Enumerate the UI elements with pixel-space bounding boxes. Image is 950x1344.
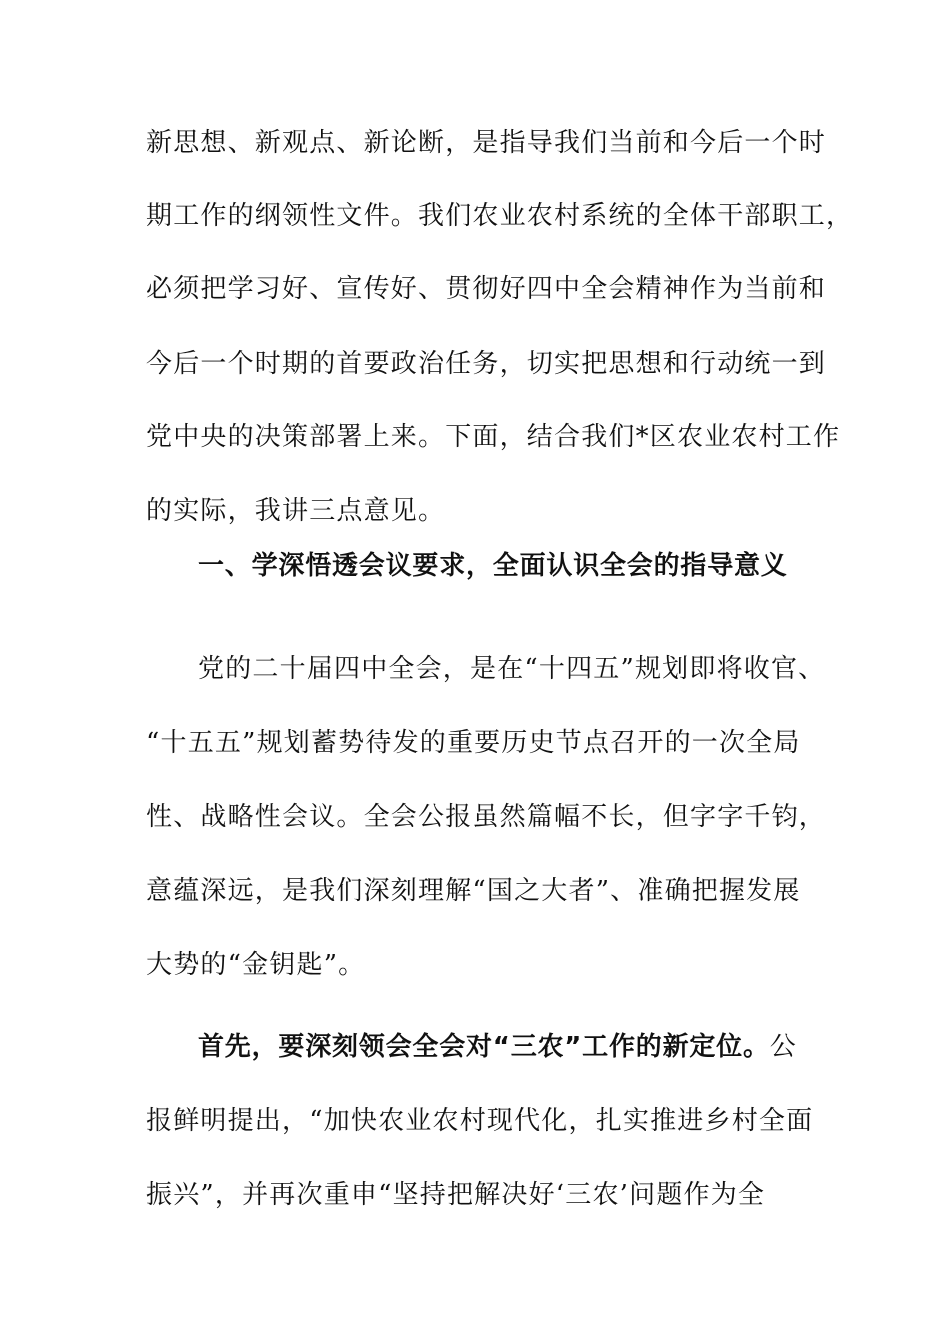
paragraph-line: 性、战略性会议。全会公报虽然篇幅不长，但字字千钧， [146, 802, 827, 832]
paragraph-line: 今后一个时期的首要政治任务，切实把思想和行动统一到 [146, 349, 827, 379]
paragraph-line: “十五五”规划蓄势待发的重要历史节点召开的一次全局 [146, 728, 801, 758]
paragraph-line: 大势的“金钥匙”。 [146, 950, 366, 980]
bold-lead-sentence: 首先，要深刻领会全会对“三农”工作的新定位。 [198, 1032, 770, 1062]
section-heading: 一、学深悟透会议要求，全面认识全会的指导意义 [198, 551, 788, 581]
paragraph-line: 意蕴深远，是我们深刻理解“国之大者”、准确把握发展 [146, 876, 801, 906]
paragraph-text: 公 [769, 1032, 797, 1062]
paragraph-line: 的实际，我讲三点意见。 [146, 496, 446, 526]
paragraph-line: 振兴”，并再次重申“坚持把解决好‘三农’问题作为全 [146, 1180, 766, 1210]
paragraph-line: 报鲜明提出，“加快农业农村现代化，扎实推进乡村全面 [146, 1106, 814, 1136]
paragraph-line: 党的二十届四中全会，是在“十四五”规划即将收官、 [198, 654, 826, 684]
paragraph-line: 期工作的纲领性文件。我们农业农村系统的全体干部职工， [146, 201, 854, 231]
paragraph-line [198, 1030, 858, 1064]
paragraph-line: 新思想、新观点、新论断，是指导我们当前和今后一个时 [146, 128, 827, 158]
paragraph-line: 党中央的决策部署上来。下面，结合我们*区农业农村工作 [146, 422, 841, 452]
paragraph-line: 必须把学习好、宣传好、贯彻好四中全会精神作为当前和 [146, 274, 827, 304]
